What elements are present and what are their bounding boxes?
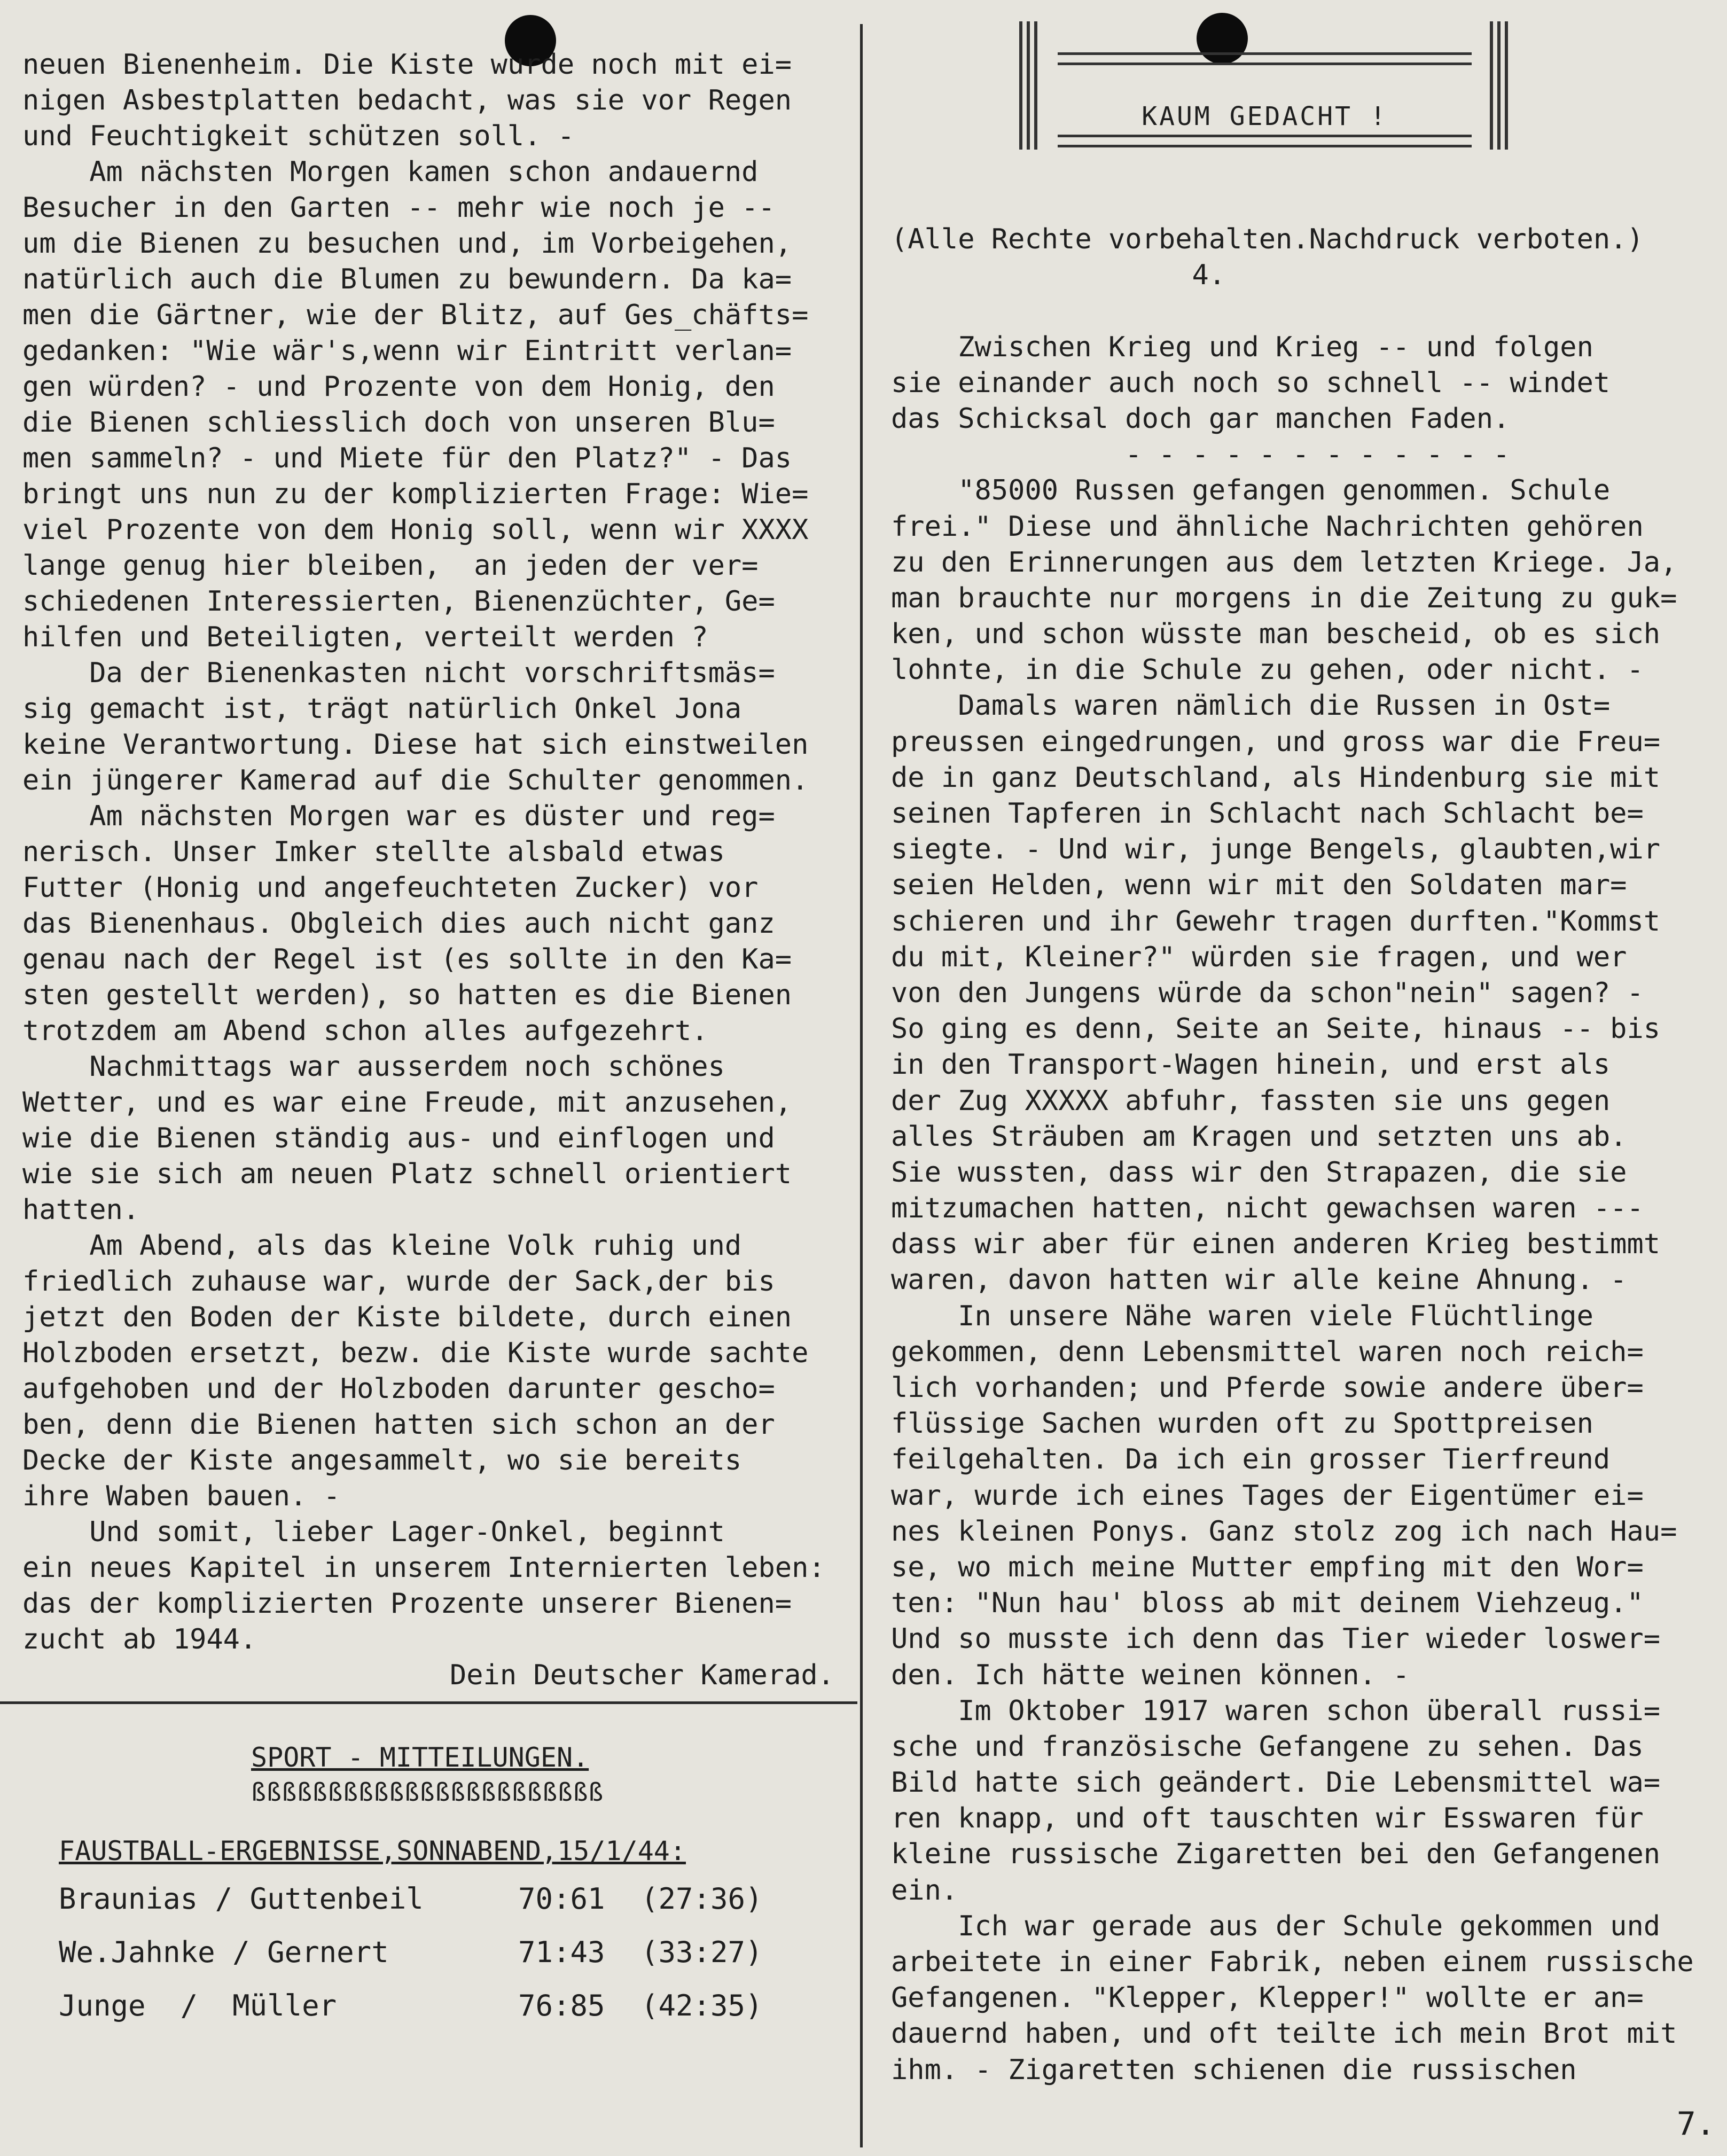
text-line: Futter (Honig und angefeuchteten Zucker) vor [22,872,759,904]
text-line: alles Sträuben am Kragen und setzten uns ab. [891,1120,1627,1153]
page-number: 7. [1676,2105,1715,2143]
result-score: 70:61 [518,1882,605,1916]
text-line: Sie wussten, dass wir den Strapazen, die sie [891,1156,1627,1189]
text-line: arbeitete in einer Fabrik, neben einem russische [891,1946,1694,1978]
text-line: Holzboden ersetzt, bezw. die Kiste wurde sachte [22,1337,809,1369]
section-divider [0,1701,857,1704]
result-score: 71:43 [518,1935,605,1969]
text-line: Und somit, lieber Lager-Onkel, beginnt [22,1516,725,1548]
result-halftime: (42:35) [641,1989,763,2022]
left-column-text [22,47,856,1693]
result-teams: We.Jahnke / Gernert [59,1935,389,1969]
text-line: se, wo mich meine Mutter empfing mit den Wor= [891,1551,1644,1583]
rights-notice: (Alle Rechte vorbehalten.Nachdruck verboten.) [891,223,1644,255]
text-line: in den Transport-Wagen hinein, und erst als [891,1049,1611,1081]
text-line: frei." Diese und ähnliche Nachrichten gehören [891,510,1644,543]
text-line: sche und französische Gefangene zu sehen. Das [891,1730,1644,1763]
result-teams: Junge / Müller [59,1989,337,2022]
text-line: den. Ich hätte weinen können. - [891,1659,1410,1691]
text-line: viel Prozente von dem Honig soll, wenn wir XXXX [22,514,809,546]
text-line: nes kleinen Ponys. Ganz stolz zog ich nach Hau= [891,1515,1677,1548]
text-line: die Bienen schliesslich doch von unseren Blu= [22,407,775,439]
text-line: ein. [891,1874,958,1907]
text-line [891,293,1716,329]
text-line: men sammeln? - und Miete für den Platz?" - Das [22,442,792,474]
sport-title: SPORT - MITTEILUNGEN. [251,1742,589,1773]
text-line: neuen Bienenheim. Die Kiste wurde noch mit ei= [22,49,792,81]
text-line: sig gemacht ist, trägt natürlich Onkel Jona [22,693,742,725]
text-line: kleine russische Zigaretten bei den Gefangenen [891,1838,1661,1871]
text-line: friedlich zuhause war, wurde der Sack,der bis [22,1266,775,1298]
text-line: hilfen und Beteiligten, verteilt werden ? [22,621,708,653]
result-halftime: (27:36) [641,1882,763,1916]
text-line: gedanken: "Wie wär's,wenn wir Eintritt verlan= [22,335,792,367]
text-line: Ich war gerade aus der Schule gekommen und [891,1910,1661,1942]
text-line: Nachmittags war ausserdem noch schönes [22,1051,725,1083]
text-line: Damals waren nämlich die Russen in Ost= [891,690,1611,722]
text-line: dass wir aber für einen anderen Krieg bestimmt [891,1228,1661,1261]
text-line: Decke der Kiste angesammelt, wo sie bereits [22,1444,742,1477]
results-table [59,1872,833,2033]
story-title: KAUM GEDACHT ! [1142,101,1388,131]
text-line: ihre Waben bauen. - [22,1480,340,1512]
text-line: ein neues Kapitel in unserem Internierten leben: [22,1552,825,1584]
text-line: wie sie sich am neuen Platz schnell orientiert [22,1158,792,1190]
text-line: Und so musste ich denn das Tier wieder loswer= [891,1623,1661,1655]
text-line: lich vorhanden; und Pferde sowie andere über= [891,1372,1644,1404]
text-line: schiedenen Interessierten, Bienenzüchter, Ge= [22,585,775,618]
text-line: Zwischen Krieg und Krieg -- und folgen [891,331,1593,363]
result-row [59,1872,833,1926]
text-line: dauernd haben, und oft teilte ich mein Brot mit [891,2018,1677,2050]
text-line: ren knapp, und oft tauschten wir Esswaren für [891,1802,1644,1835]
text-line: und Feuchtigkeit schützen soll. - [22,120,575,152]
text-line: seien Helden, wenn wir mit den Soldaten mar= [891,869,1627,902]
text-line: man brauchte nur morgens in die Zeitung zu guk= [891,582,1677,614]
text-line: das der komplizierten Prozente unserer Bienen= [22,1588,792,1620]
header-bars-right [1482,21,1514,150]
text-line: bringt uns nun zu der komplizierten Frage: Wie= [22,478,809,510]
text-line: du mit, Kleiner?" würden sie fragen, und wer [891,941,1627,973]
story-header [1015,21,1514,150]
text-line: sten gestellt werden), so hatten es die Bienen [22,979,792,1011]
text-line: wie die Bienen ständig aus- und einflogen und [22,1122,775,1154]
text-line: von den Jungens würde da schon"nein" sagen? - [891,977,1644,1009]
text-line: natürlich auch die Blumen zu bewundern. Da ka= [22,263,792,295]
header-rule-bottom [1058,135,1472,147]
result-row [59,1979,833,2033]
text-line: - - - - - - - - - - - - [891,439,1510,471]
result-row [59,1926,833,1979]
text-line: preussen eingedrungen, und gross war die Freu= [891,725,1661,758]
text-line: zu den Erinnerungen aus dem letzten Kriege. Ja, [891,546,1677,579]
text-line: trotzdem am Abend schon alles aufgezehrt. [22,1015,708,1047]
text-line: Am Abend, als das kleine Volk ruhig und [22,1230,742,1262]
text-line: flüssige Sachen wurden oft zu Spottpreisen [891,1408,1593,1440]
signature: Dein Deutscher Kamerad. [449,1659,834,1691]
text-line: So ging es denn, Seite an Seite, hinaus -- bis [891,1013,1661,1045]
text-line: Am nächsten Morgen war es düster und reg= [22,800,775,832]
text-line: siegte. - Und wir, junge Bengels, glaubten,wir [891,833,1661,866]
right-column-text [891,222,1716,2088]
text-line: schieren und ihr Gewehr tragen durften."Kommst [891,905,1661,938]
text-line: lange genug hier bleiben, an jeden der ver= [22,550,759,582]
text-line: gekommen, denn Lebensmittel waren noch reich= [891,1335,1644,1368]
result-halftime: (33:27) [641,1935,763,1969]
text-line: "85000 Russen gefangen genommen. Schule [891,474,1611,507]
text-line: nigen Asbestplatten bedacht, was sie vor Regen [22,84,792,116]
text-line: Da der Bienenkasten nicht vorschriftsmäs= [22,657,775,689]
text-line: Gefangenen. "Klepper, Klepper!" wollte er an= [891,1982,1644,2014]
text-line: feilgehalten. Da ich ein grosser Tierfreund [891,1443,1611,1476]
text-line: 4. [891,259,1226,292]
result-score: 76:85 [518,1989,605,2022]
text-line: sie einander auch noch so schnell -- windet [891,366,1611,399]
text-line: um die Bienen zu besuchen und, im Vorbeigehen, [22,228,792,260]
text-line: ben, denn die Bienen hatten sich schon an der [22,1409,775,1441]
text-line: hatten. [22,1194,140,1226]
text-line: genau nach der Regel ist (es sollte in den Ka= [22,943,792,975]
text-line: jetzt den Boden der Kiste bildete, durch einen [22,1301,792,1333]
text-line: war, wurde ich eines Tages der Eigentümer ei= [891,1479,1644,1512]
text-line: In unsere Nähe waren viele Flüchtlinge [891,1300,1593,1332]
text-line: aufgehoben und der Holzboden darunter gescho= [22,1373,775,1405]
text-line: Im Oktober 1917 waren schon überall russi= [891,1694,1661,1727]
text-line: ein jüngerer Kamerad auf die Schulter genommen. [22,764,809,796]
text-line: men die Gärtner, wie der Blitz, auf Ges_chäfts= [22,299,809,331]
text-line: das Bienenhaus. Obgleich dies auch nicht ganz [22,908,775,940]
text-line: Wetter, und es war eine Freude, mit anzusehen, [22,1087,792,1119]
text-line: nerisch. Unser Imker stellte alsbald etwas [22,836,725,868]
column-divider [860,24,863,2147]
text-line: gen würden? - und Prozente von dem Honig, den [22,371,775,403]
text-line: lohnte, in die Schule zu gehen, oder nicht. - [891,654,1644,686]
text-line: ken, und schon wüsste man bescheid, ob es sich [891,618,1661,651]
text-line: keine Verantwortung. Diese hat sich einstweilen [22,729,809,761]
text-line: Besucher in den Garten -- mehr wie noch je -- [22,192,775,224]
text-line: Am nächsten Morgen kamen schon andauernd [22,156,759,188]
text-line: waren, davon hatten wir alle keine Ahnung. - [891,1264,1627,1296]
text-line: ten: "Nun hau' bloss ab mit deinem Viehzeug." [891,1587,1644,1620]
sport-title-underline: ßßßßßßßßßßßßßßßßßßßßßßß [251,1778,604,1807]
text-line: mitzumachen hatten, nicht gewachsen waren --- [891,1192,1644,1225]
text-line: ihm. - Zigaretten schienen die russischen [891,2053,1577,2086]
header-bars-left [1015,21,1047,150]
result-teams: Braunias / Guttenbeil [59,1882,424,1916]
text-line: de in ganz Deutschland, als Hindenburg sie mit [891,761,1661,794]
text-line: das Schicksal doch gar manchen Faden. [891,402,1510,435]
text-line: seinen Tapferen in Schlacht nach Schlacht be= [891,798,1644,830]
text-line: zucht ab 1944. [22,1623,257,1655]
text-line: Bild hatte sich geändert. Die Lebensmittel wa= [891,1767,1661,1799]
sport-subtitle: FAUSTBALL-ERGEBNISSE,SONNABEND,15/1/44: [59,1835,686,1866]
sport-section [59,1739,833,2033]
header-rule-top [1058,52,1472,65]
text-line: der Zug XXXXX abfuhr, fassten sie uns gegen [891,1084,1611,1117]
